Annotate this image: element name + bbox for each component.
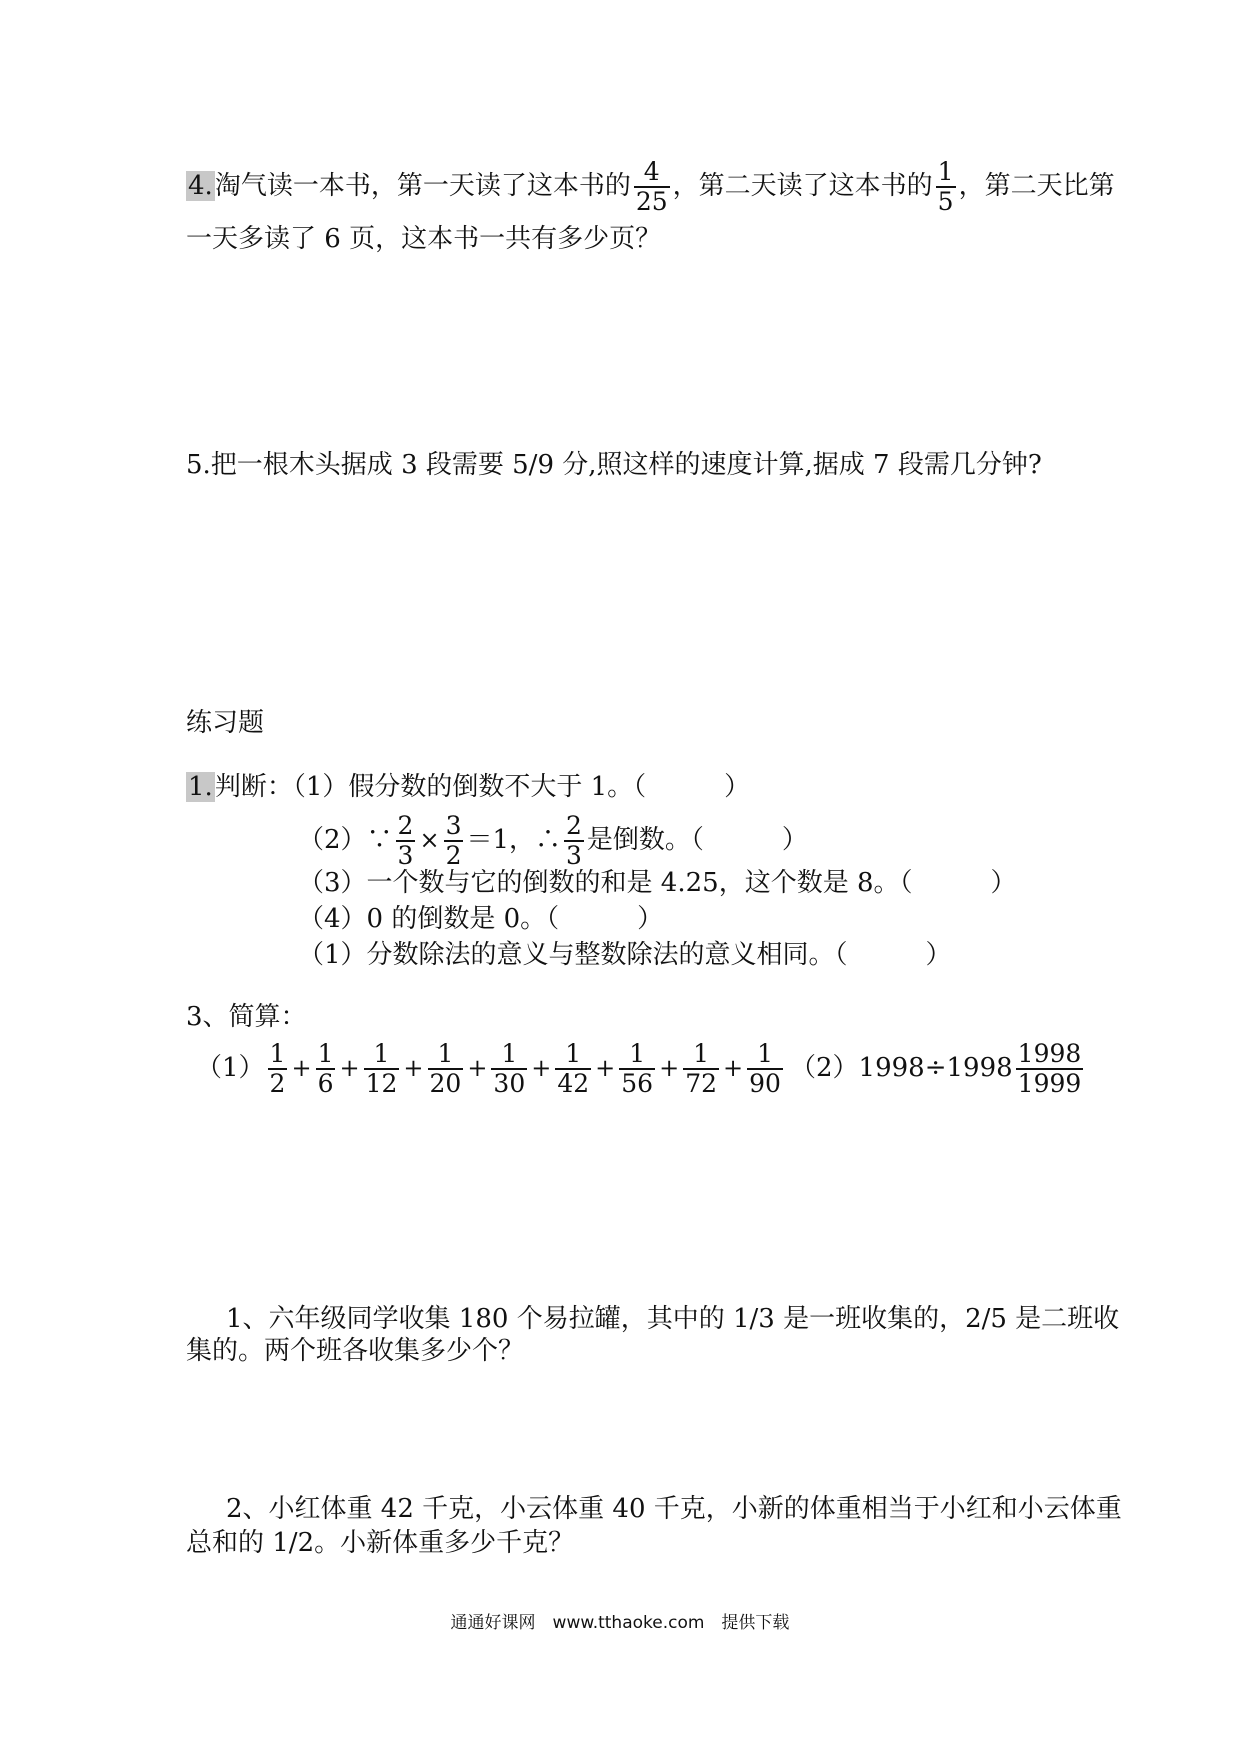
judge-line2-fraction-2: $\frac{3}{2}$ <box>445 811 462 870</box>
fraction-term: $\frac{1}{20}$ <box>429 1039 462 1098</box>
q4-text-3: ，第二天比第 <box>958 171 1115 201</box>
plus-sign: + <box>467 1054 488 1082</box>
app1-line1: 1、六年级同学收集 180 个易拉罐，其中的 1/3 是一班收集的，2/5 是二班收 <box>226 1304 1120 1334</box>
judge-line2 <box>298 812 808 870</box>
q4-line1 <box>186 158 1115 216</box>
fraction-term: $\frac{1}{56}$ <box>621 1039 654 1098</box>
judge-line1 <box>186 770 750 804</box>
footer-credit: 通通好课网 www.tthaoke.com 提供下载 <box>450 1613 790 1633</box>
q4-number: 4. <box>188 171 213 201</box>
plus-sign: + <box>659 1054 680 1082</box>
q4-text-2: ，第二天读了这本书的 <box>672 171 933 201</box>
judge-line1-text: 判断：（1）假分数的倒数不大于 1。（ ） <box>214 772 751 802</box>
simplify-expression-2-label: （2）1998÷1998 <box>790 1053 1013 1083</box>
simplify-expression-2-fraction: $\frac{1998}{1999}$ <box>1017 1039 1082 1098</box>
plus-sign: + <box>339 1054 360 1082</box>
simplify-expression-1 <box>196 1040 786 1098</box>
fraction-term: $\frac{1}{90}$ <box>749 1039 781 1098</box>
plus-sign: + <box>403 1054 424 1082</box>
plus-sign: + <box>291 1054 312 1082</box>
app2-line1: 2、小红体重 42 千克，小云体重 40 千克，小新的体重相当于小红和小云体重 <box>226 1494 1122 1524</box>
judge-line2-fraction-1: $\frac{2}{3}$ <box>397 811 414 870</box>
q4-fraction-1: $\frac{4}{25}$ <box>635 157 668 216</box>
fraction-term: $\frac{1}{12}$ <box>365 1039 398 1098</box>
plus-sign: + <box>595 1054 616 1082</box>
app2-line2: 总和的 1/2。小新体重多少千克？ <box>186 1528 575 1558</box>
simplify-title: 3、简算： <box>186 1002 307 1032</box>
judge-line2-suffix: 是倒数。（ ） <box>586 825 808 855</box>
fraction-term: $\frac{1}{2}$ <box>269 1039 286 1098</box>
app1-line2: 集的。两个班各收集多少个？ <box>186 1336 525 1366</box>
judge-line2-equals: ＝1，∴ <box>466 825 562 855</box>
q4-line2: 一天多读了 6 页，这本书一共有多少页？ <box>186 224 662 254</box>
judge-line2-fraction-3: $\frac{2}{3}$ <box>566 811 582 870</box>
plus-sign: + <box>531 1054 552 1082</box>
simplify-expression-1-terms <box>265 1039 786 1098</box>
q4-text-1: 淘气读一本书，第一天读了这本书的 <box>214 171 631 201</box>
fraction-term: $\frac{1}{42}$ <box>557 1039 590 1098</box>
simplify-expression-2 <box>790 1040 1086 1098</box>
practice-title: 练习题 <box>186 708 265 738</box>
fraction-term: $\frac{1}{30}$ <box>493 1039 526 1098</box>
plus-sign: + <box>723 1054 744 1082</box>
q4-fraction-2: $\frac{1}{5}$ <box>937 157 954 216</box>
judge-line4: （4）0 的倒数是 0。（ ） <box>298 904 664 934</box>
fraction-term: $\frac{1}{72}$ <box>685 1039 717 1098</box>
judge-line2-prefix: （2）∵ <box>298 825 393 855</box>
judge-number: 1. <box>188 772 213 802</box>
fraction-term: $\frac{1}{6}$ <box>317 1039 334 1098</box>
judge-line5: （1）分数除法的意义与整数除法的意义相同。（ ） <box>298 940 952 970</box>
simplify-expression-1-label: （1） <box>196 1053 265 1083</box>
times-sign: × <box>419 826 440 854</box>
judge-line3: （3）一个数与它的倒数的和是 4.25，这个数是 8。（ ） <box>298 868 1017 898</box>
q5-text: 5.把一根木头据成 3 段需要 5/9 分,照这样的速度计算,据成 7 段需几分钟? <box>186 450 1042 480</box>
